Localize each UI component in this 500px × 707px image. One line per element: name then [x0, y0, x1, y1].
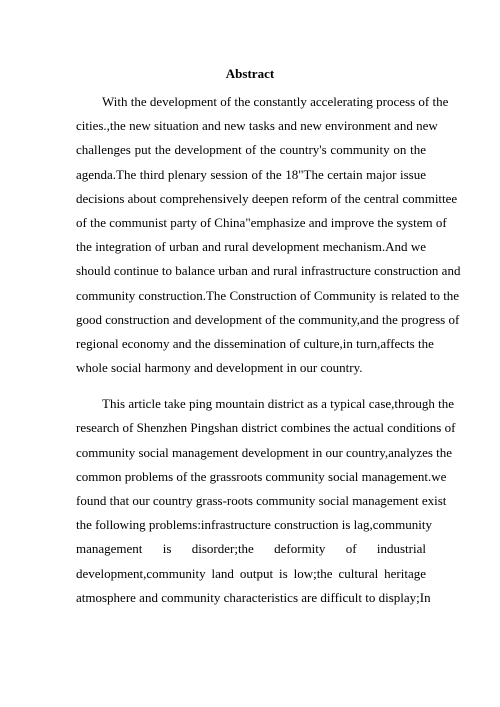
paragraph-1 — [76, 90, 461, 380]
text-line: community social management development in our country,analyzes the — [76, 444, 453, 460]
text-line: atmosphere and community characteristics are difficult to display;In — [76, 589, 431, 605]
text-line: regional economy and the dissemination of culture,in turn,affects the — [76, 335, 434, 351]
text-line: common problems of the grassroots community social management.we — [76, 468, 447, 484]
text-line: This article take ping mountain district as a typical case,through the — [102, 396, 454, 412]
text-line: With the development of the constantly accelerating process of the — [102, 94, 449, 109]
abstract-body — [76, 90, 461, 610]
paragraph-2 — [76, 392, 456, 610]
text-line: cities.,the new situation and new tasks and new environment and new — [76, 118, 438, 134]
text-line: research of Shenzhen Pingshan district combines the actual conditions of — [76, 420, 456, 436]
text-line: should continue to balance urban and rural infrastructure construction and — [76, 263, 461, 279]
text-line: good construction and development of the community,and the progress of — [76, 311, 460, 327]
text-line: whole social harmony and development in our country. — [76, 360, 363, 376]
text-line: challenges put the development of the country's community on the — [76, 142, 426, 158]
text-line: the following problems:infrastructure construction is lag,community — [76, 517, 432, 533]
abstract-title: Abstract — [225, 66, 275, 81]
text-line: found that our country grass-roots community social management exist — [76, 493, 447, 508]
text-line: agenda.The third plenary session of the 18"The certain major issue — [76, 166, 426, 182]
text-line: decisions about comprehensively deepen reform of the central committee — [76, 190, 458, 206]
text-line: the integration of urban and rural development mechanism.And we — [76, 239, 426, 255]
text-line: management is disorder;the deformity of industrial — [76, 541, 426, 557]
text-line: of the communist party of China"emphasize and improve the system of — [76, 214, 447, 230]
text-line: development,community land output is low;the cultural heritage — [76, 565, 426, 581]
text-line: community construction.The Construction of Community is related to the — [76, 287, 460, 303]
